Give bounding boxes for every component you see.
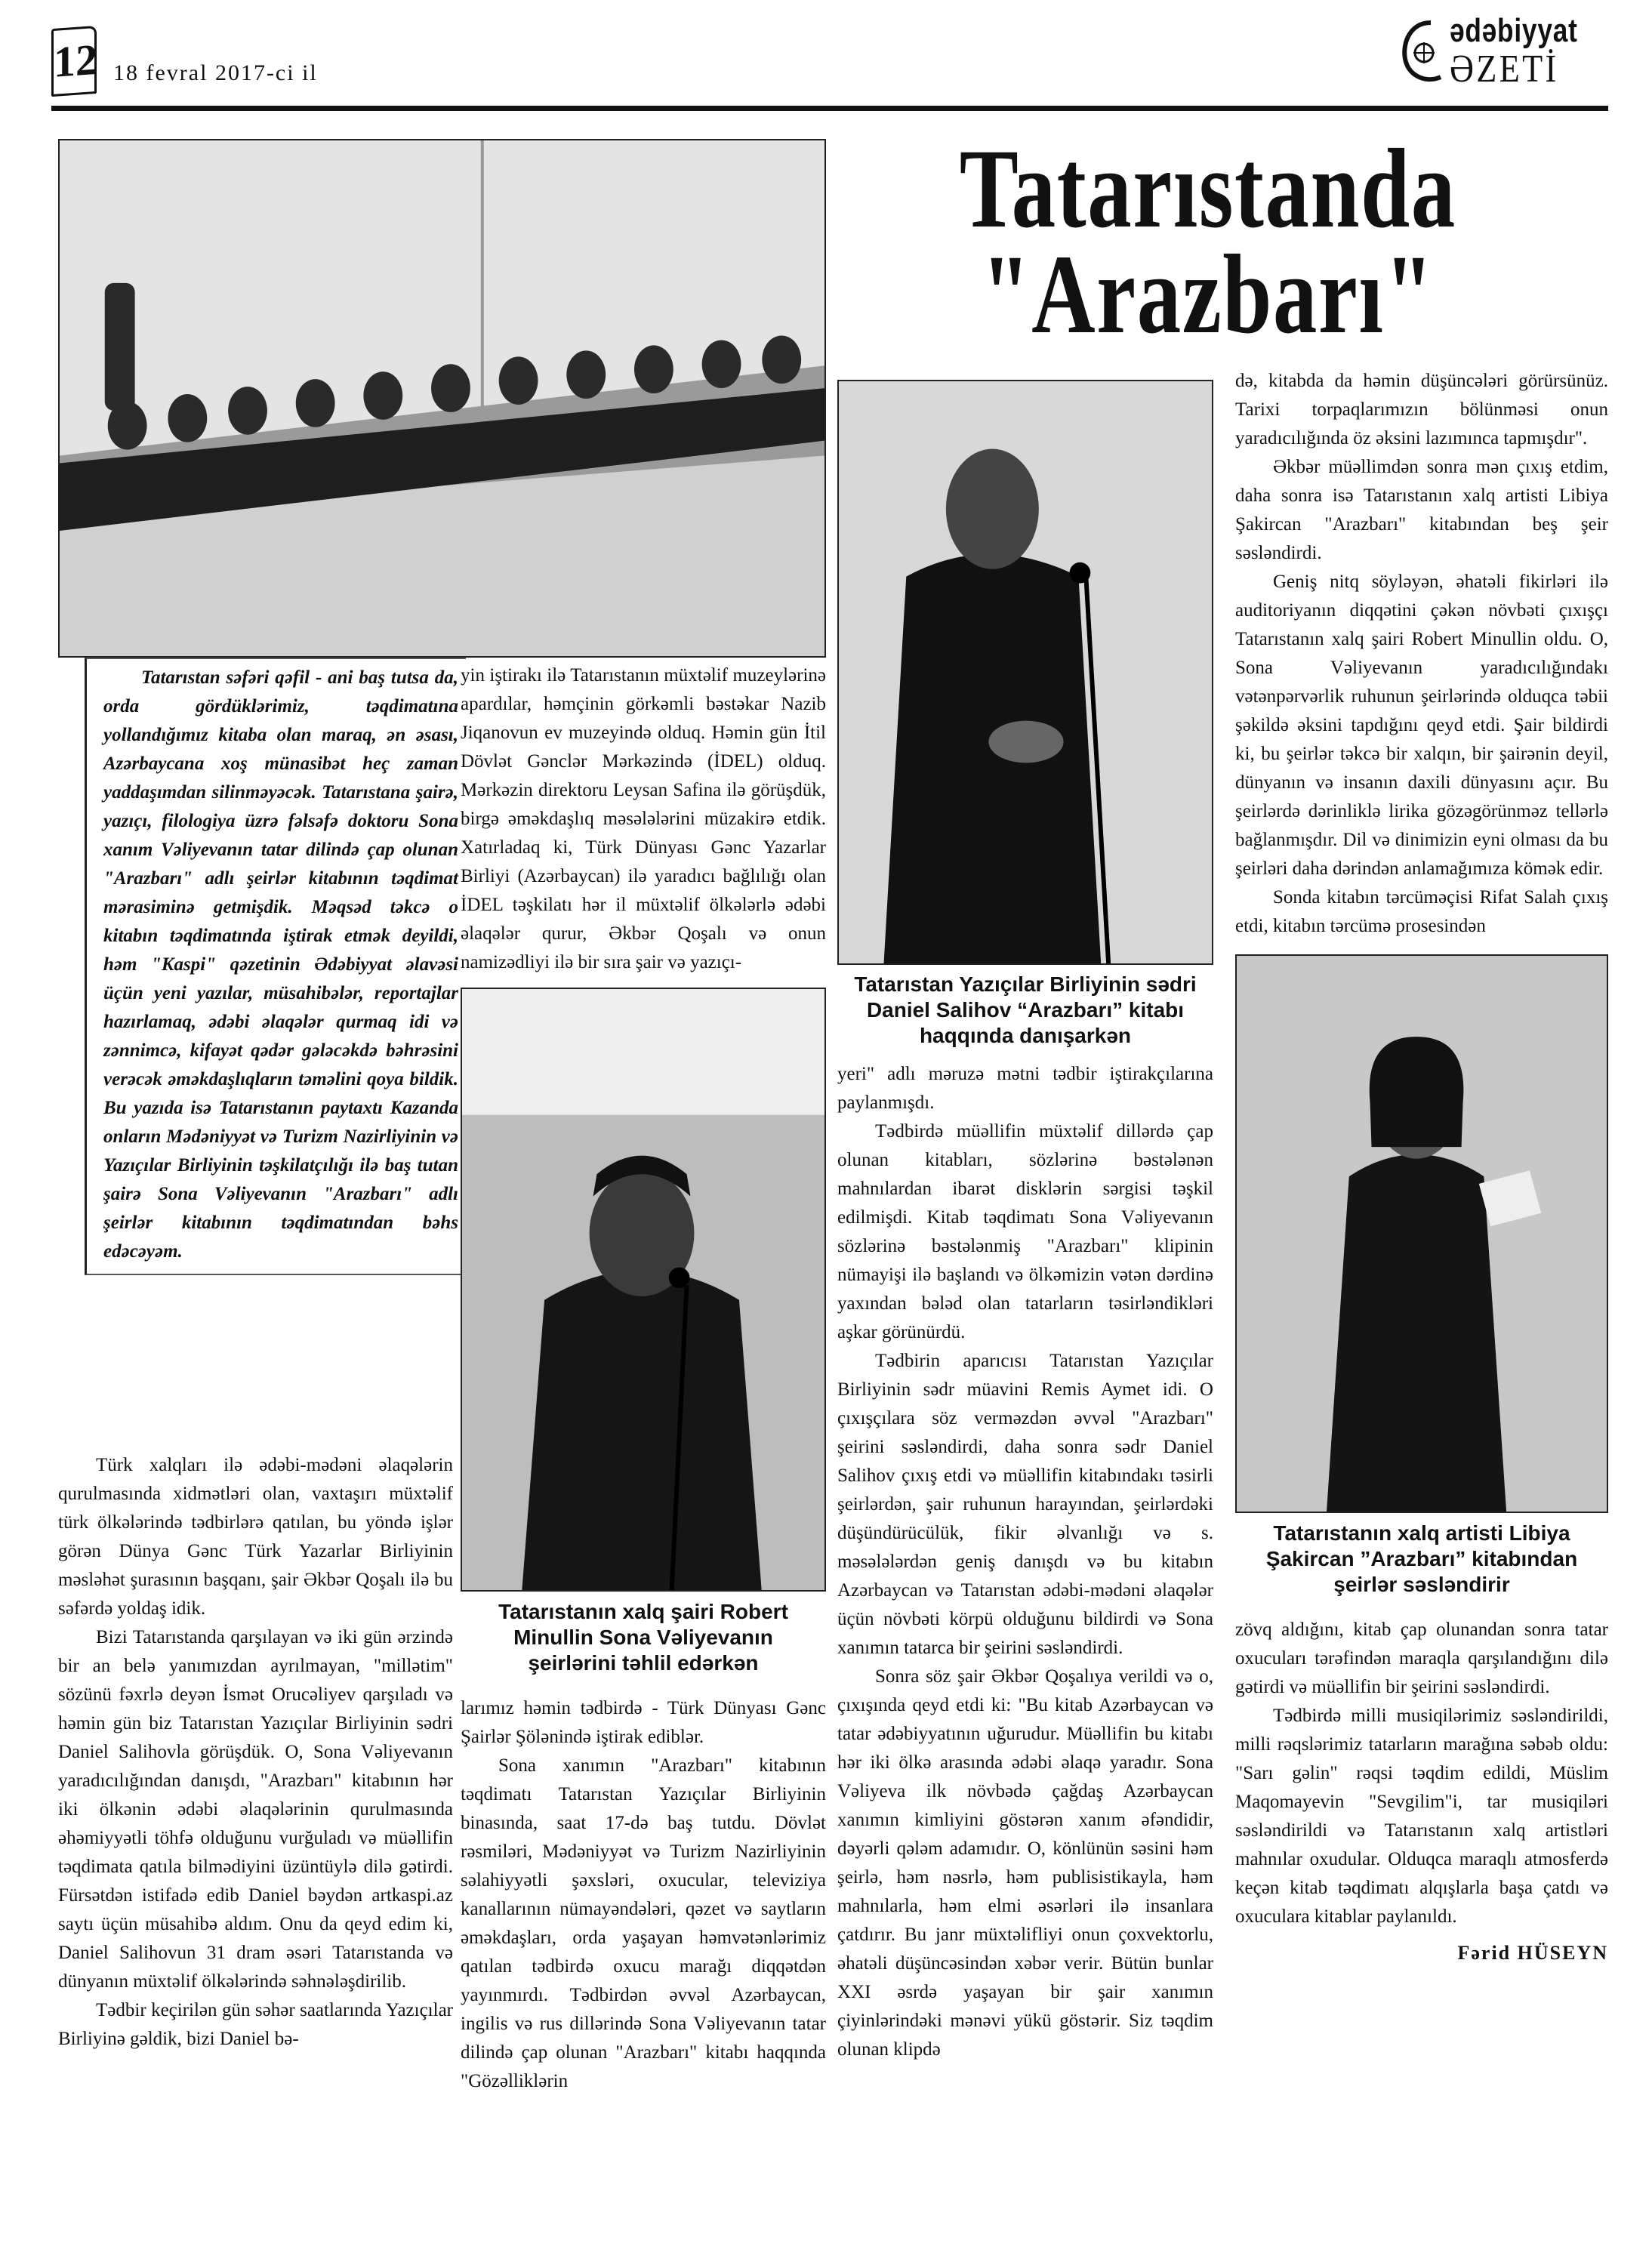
column-2-bottom bbox=[461, 1694, 826, 2096]
column-4 bbox=[1235, 367, 1608, 1965]
logo-emblem-icon bbox=[1397, 17, 1450, 86]
paragraph: Sona xanımın "Arazbarı" kitabının təqdimatı Tatarıstan Yazıçılar Birliyinin binasında, saat 17-də baş tutdu. Dövlət rəsmiləri, Mədəniyyət və Turizm Nazirliyinin səlahiyyətli şəxsləri, oxucular, televiziya kanallarının nümayəndələri, qəzet və saytların əməkdaşları, orda yaşayan həmvətənlərimiz qatılan tədbirdə oxucu marağı diqqətdən yayınmırdı. Tədbirdən əvvəl Azərbaycan, ingilis və rus dillərində Sona Vəliyevanın tatar dilində çap olunan "Arazbarı" kitabı haqqında "Gözəlliklərin bbox=[461, 1755, 826, 2091]
logo-text-bottom: ƏZETİ bbox=[1450, 48, 1559, 91]
paragraph: Bizi Tatarıstanda qarşılayan və iki gün ərzində bir an belə yanımızdan ayrılmayan, "millətim" sözünü fəxrlə deyən İsmət Orucəliyev qarşıladı və həmin gün biz Tatarıstan Yazıçılar Birliyinin sədri Daniel Salihovla görüşdük. O, Sona Vəliyevanın yaradıcılığından danışdı, "Arazbarı" kitabının hər iki ölkənin ədəbi əlaqələrinin qurulmasında əhəmiyyətli töhfə olduğunu vurğuladı və müəllifin təqdimata qatıla bilmədiyini üzüntüylə dilə gətirdi. Fürsətdən istifadə edib Daniel bəydən artkaspi.az saytı üçün müsahibə aldım. Onu da qeyd edim ki, Daniel Salihovun 31 dram əsəri Tatarıstanda və dünyanın müxtəlif ölkələrində səhnələşdirilib. bbox=[58, 1627, 453, 1992]
caption-libiya-sakircan: Tatarıstanın xalq artisti Libiya Şakircan ”Arazbarı” kitabından şeirlər səsləndirir bbox=[1265, 1521, 1578, 1596]
photo-libiya-sakircan bbox=[1235, 954, 1608, 1513]
title-line-1: Tatarıstanda bbox=[959, 126, 1457, 251]
photo-robert-minullin bbox=[461, 988, 826, 1592]
paragraph: Sonra söz şair Əkbər Qoşalıya verildi və o, çıxışında qeyd etdi ki: "Bu kitab Azərbaycan və tatar ədəbiyyatının uğurudur. Müəllifin bu kitabı hər iki ölkə arasında ədəbi əlaqə yaradır. Sona Vəliyeva ilk növbədə çağdaş Azərbaycan xanımın kimliyini göstərən xanım əfəndidir, dəyərli qələm adamıdır. O, könlünün səsini həm şeirlə, həm nəsrlə, həm publisistikayla, həm mahnılarla, həm elmi əsərləri ilə insanlara çatdırır. Bu janr müxtəlifliyi onun çoxvektorlu, əhatəli düşüncəsindən xəbər verir. Bütün bunlar XXI əsrdə yaşayan bir şair xanımın çiyinlərindəki mənəvi yükü göstərir. Siz təqdim olunan klipdə bbox=[837, 1666, 1213, 2060]
column-4-top bbox=[1235, 367, 1608, 941]
header-rule bbox=[51, 106, 1608, 111]
paragraph: də, kitabda da həmin düşüncələri görürsünüz. Tarixi torpaqlarımızın bölünməsi onun yaradıcılığında öz əksini lazımınca tapmışdır". bbox=[1235, 371, 1608, 448]
photo-daniel-salihov bbox=[837, 380, 1213, 965]
article-title bbox=[876, 126, 1540, 357]
paragraph: yeri" adlı məruzə mətni tədbir iştirakçılarına paylanmışdı. bbox=[837, 1064, 1213, 1113]
paragraph: larımız həmin tədbirdə - Türk Dünyası Gənc Şairlər Şölənində iştirak ediblər. bbox=[461, 1698, 826, 1747]
paragraph: Tədbir keçirilən gün səhər saatlarında Yazıçılar Birliyinə gəldik, bizi Daniel bə- bbox=[58, 2000, 453, 2049]
issue-date: 18 fevral 2017-ci il bbox=[113, 60, 318, 85]
column-3-body bbox=[837, 1060, 1213, 2064]
paragraph: Sonda kitabın tərcüməçisi Rifat Salah çıxış etdi, kitabın tərcümə prosesindən bbox=[1235, 887, 1608, 936]
paragraph: yin iştirakı ilə Tatarıstanın müxtəlif muzeylərinə apardılar, həmçinin görkəmli bəstəkar Nazib Jiqanovun ev muzeyində olduq. Həmin gün İtil Dövlət Gənclər Mərkəzində (İDEL) olduq. Mərkəzin direktoru Leysan Safina ilə görüşdük, birgə əməkdaşlıq məsələlərini müzakirə etdik. Xatırladaq ki, Türk Dünyası Gənc Yazarlar Birliyi (Azərbaycan) ilə yaradıcı bağlılığı olan İDEL təşkilatı hər il müxtəlif ölkələrlə ədəbi əlaqələr qurur, Əkbər Qoşalı və onun namizədliyi ilə bir sıra şair və yazıçı- bbox=[461, 665, 826, 972]
column-2 bbox=[461, 661, 826, 2096]
title-line-2: "Arazbarı" bbox=[981, 232, 1435, 357]
logo-text-top: ədəbiyyat bbox=[1450, 12, 1578, 49]
photo-audience bbox=[58, 139, 826, 658]
paragraph: Əkbər müəllimdən sonra mən çıxış etdim, daha sonra isə Tatarıstanın xalq artisti Libiya Şakircan "Arazbarı" kitabından beş şeir səsləndirdi. bbox=[1235, 457, 1608, 563]
paragraph: Tədbirdə müəllifin müxtəlif dillərdə çap olunan kitabları, sözlərinə bəstələnən mahnılardan ibarət disklərin sərgisi təşkil edilmişdi. Kitab təqdimatı Sona Vəliyevanın sözlərinə bəstələnmiş "Arazbarı" klipinin nümayişi ilə başlandı və ölkəmizin vətən dərdinə yaxından bələd olan tatarların təsirləndikləri aşkar görünürdü. bbox=[837, 1121, 1213, 1342]
paragraph: zövq aldığını, kitab çap olunandan sonra tatar oxucuları tərəfindən maraqla qarşılandığını dilə gətirdi və müəllifin bir şeirini səsləndirdi. bbox=[1235, 1619, 1608, 1697]
column-1-body bbox=[58, 1451, 453, 2054]
paragraph: Türk xalqları ilə ədəbi-mədəni əlaqələrin qurulmasında xidmətləri olan, vaxtaşırı müxtəlif türk ölkələrində tədbirlərə qatılan, bu yöndə işlər görən Dünya Gənc Türk Yazarlar Birliyinin məsləhət şurasının başqanı, şair Əkbər Qoşalı ilə bu səfərdə yoldaş idik. bbox=[58, 1455, 453, 1619]
column-4-bottom bbox=[1235, 1616, 1608, 1931]
author-signature: Fərid HÜSEYN bbox=[1457, 1942, 1608, 1964]
column-2-top bbox=[461, 661, 826, 977]
paragraph: Tədbirin aparıcısı Tatarıstan Yazıçılar Birliyinin sədr müavini Remis Aymet idi. O çıxışçılara söz verməzdən əvvəl "Arazbarı" şeirini səsləndirdi, daha sonra sədr Daniel Salihov çıxış etdi və müəllifin kitabındakı təsirli şeirlərdən, şair ruhunun harayından, şeirlərdəki düşündürücülük, fikir əlvanlığı və s. məsələlərdən geniş danışdı və bu kitabın Azərbaycan və Tatarıstan ədəbi-mədəni əlaqələr üçün növbəti körpü olduğunu bildirdi və Sona xanımın tatarca bir şeirini səsləndirdi. bbox=[837, 1351, 1213, 1658]
caption-daniel-salihov: Tatarıstan Yazıçılar Birliyinin sədri Daniel Salihov “Arazbarı” kitabı haqqında danışarkən bbox=[854, 972, 1197, 1047]
intro-paragraph: Tatarıstan səfəri qəfil - ani baş tutsa da, orda gördüklərimiz, təqdimatına yollandığımız kitaba olan maraq, ən əsası, Azərbaycana xoş münasibət heç zaman yaddaşımdan silinməyəcək. Tatarıstana şairə, yazıçı, filologiya üzrə fəlsəfə doktoru Sona xanım Vəliyevanın tatar dilində çap olunan "Arazbarı" adlı şeirlər kitabının təqdimat mərasiminə getmişdik. Məqsəd təkcə o kitabın təqdimatında iştirak etmək deyildi, həm "Kaspi" qəzetinin Ədəbiyyat əlavəsi üçün yeni yazılar, müsahibələr, reportajlar hazırlamaq, ədəbi əlaqələr qurmaq idi və zənnimcə, kifayət qədər gələcəkdə bəhrəsini verəcək əməkdaşlıqların təməlini qoya bildik. Bu yazıda isə Tatarıstanın paytaxtı Kazanda onların Mədəniyyət və Turizm Nazirliyinin və Yazıçılar Birliyinin təşkilatçılığı ilə baş tutan şairə Sona Vəliyevanın "Arazbarı" adlı şeirlər kitabının təqdimatından bəhs edəcəyəm. bbox=[103, 667, 458, 1262]
paragraph: Geniş nitq söyləyən, əhatəli fikirləri ilə auditoriyanın diqqətini çəkən növbəti çıxışçı Tatarıstanın xalq şairi Robert Minullin oldu. O, Sona Vəliyevanın yaradıcılığındakı vətənpərvərlik ruhunun şeirlərində olduqca təbii şəkildə əksini tapdığını qeyd etdi. Şair bildirdi ki, bu şeirlər təkcə bir xalqın, bir şairənin deyil, dünyanın və insanın daxili dünyasını açır. Bu şeirlərdə dərinliklə lirika gözəgörünməz tellərlə bağlanmışdır. Dil və dinimizin eyni olması da bu şeirləri daha dərindən anlamağımıza kömək edir. bbox=[1235, 572, 1608, 879]
paragraph: Tədbirdə milli musiqilərimiz səsləndirildi, milli rəqslərimiz tatarların marağına səbəb oldu: "Sarı gəlin" rəqsi təqdim edildi, Müslim Maqomayevin "Sevgilim"i, tar musiqiləri səsləndirildi və Tatarıstanın xalq artistləri mahnılar oxudular. Olduqca maraqlı atmosferdə keçən kitab təqdimatı alqışlarla başa çatdı və oxuculara kitablar paylanıldı. bbox=[1235, 1706, 1608, 1927]
page-number: 12 bbox=[51, 26, 97, 97]
caption-robert-minullin: Tatarıstanın xalq şairi Robert Minullin Sona Vəliyevanın şeirlərini təhlil edərkən bbox=[498, 1600, 788, 1675]
article-intro bbox=[85, 658, 466, 1275]
newspaper-logo bbox=[1397, 12, 1608, 95]
